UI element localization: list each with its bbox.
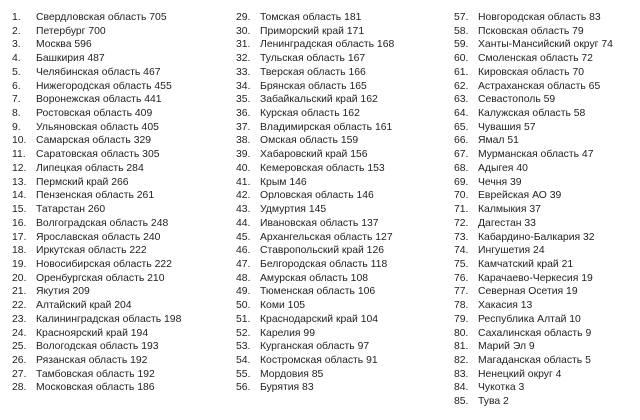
item-text: Хакасия 13	[478, 300, 533, 312]
item-number: 4.	[12, 53, 21, 65]
list-item	[236, 327, 444, 341]
list-item	[454, 299, 638, 313]
item-text: Кабардино-Балкария 32	[478, 231, 595, 243]
item-text: Липецкая область 284	[36, 162, 144, 174]
list-item	[236, 368, 444, 382]
item-text: Воронежская область 441	[36, 94, 162, 106]
item-text: Тамбовская область 192	[36, 368, 155, 380]
item-text: Брянская область 165	[260, 80, 367, 92]
item-text: Калужская область 58	[478, 108, 586, 120]
item-text: Крым 146	[260, 176, 307, 188]
item-number: 54.	[236, 354, 251, 366]
item-text: Хабаровский край 156	[260, 149, 368, 161]
list-item	[236, 25, 444, 39]
list-item	[454, 189, 638, 203]
item-text: Владимирская область 161	[260, 121, 393, 133]
item-text: Марий Эл 9	[478, 341, 535, 353]
item-number: 24.	[12, 327, 27, 339]
list-item	[454, 272, 638, 286]
item-text: Новосибирская область 222	[36, 258, 172, 270]
item-number: 21.	[12, 286, 27, 298]
item-text: Тюменская область 106	[260, 286, 376, 298]
list-item	[236, 313, 444, 327]
list-item	[12, 244, 224, 258]
list-item	[12, 231, 224, 245]
item-number: 53.	[236, 341, 251, 353]
item-number: 38.	[236, 135, 251, 147]
item-text: Тува 2	[478, 396, 509, 408]
item-text: Мурманская область 47	[478, 149, 594, 161]
item-text: Ингушетия 24	[478, 245, 545, 257]
item-text: Псковская область 79	[478, 25, 584, 37]
item-text: Омская область 159	[260, 135, 359, 147]
item-text: Москва 596	[36, 39, 92, 51]
item-number: 60.	[454, 53, 469, 65]
list-item	[12, 66, 224, 80]
item-text: Ростовская область 409	[36, 108, 153, 120]
list-item	[236, 340, 444, 354]
item-number: 9.	[12, 121, 21, 133]
item-text: Астраханская область 65	[478, 80, 601, 92]
list-item	[236, 176, 444, 190]
item-number: 43.	[236, 204, 251, 216]
item-number: 58.	[454, 25, 469, 37]
item-number: 83.	[454, 368, 469, 380]
item-text: Еврейская АО 39	[478, 190, 562, 202]
list-column-2	[236, 11, 444, 395]
item-text: Чечня 39	[478, 176, 522, 188]
item-number: 85.	[454, 396, 469, 408]
item-number: 62.	[454, 80, 469, 92]
list-item	[12, 189, 224, 203]
list-item	[12, 93, 224, 107]
list-item	[236, 148, 444, 162]
item-text: Саратовская область 305	[36, 149, 160, 161]
list-item	[454, 25, 638, 39]
list-item	[12, 354, 224, 368]
item-number: 61.	[454, 66, 469, 78]
list-item	[236, 299, 444, 313]
item-number: 76.	[454, 272, 469, 284]
item-number: 45.	[236, 231, 251, 243]
list-item	[12, 285, 224, 299]
item-number: 5.	[12, 66, 21, 78]
list-item	[236, 381, 444, 395]
list-item	[12, 107, 224, 121]
item-text: Рязанская область 192	[36, 354, 148, 366]
item-text: Новгородская область 83	[478, 12, 601, 23]
item-text: Камчатский край 21	[478, 258, 574, 270]
item-text: Татарстан 260	[36, 204, 106, 216]
item-text: Красноярский край 194	[36, 327, 149, 339]
item-number: 39.	[236, 149, 251, 161]
item-number: 22.	[12, 300, 27, 312]
item-number: 18.	[12, 245, 27, 257]
list-item	[236, 93, 444, 107]
list-item	[236, 231, 444, 245]
item-number: 15.	[12, 204, 27, 216]
list-item	[454, 107, 638, 121]
item-text: Бурятия 83	[260, 382, 314, 394]
item-number: 40.	[236, 162, 251, 174]
item-text: Петербург 700	[36, 25, 106, 37]
list-item	[454, 80, 638, 94]
item-text: Волгоградская область 248	[36, 217, 169, 229]
item-text: Ямал 51	[478, 135, 519, 147]
item-text: Калининградская область 198	[36, 313, 182, 325]
item-text: Ханты-Мансийский округ 74	[478, 39, 613, 51]
item-number: 46.	[236, 245, 251, 257]
item-text: Курская область 162	[260, 108, 360, 120]
item-text: Башкирия 487	[36, 53, 105, 65]
item-text: Тульская область 167	[260, 53, 366, 65]
list-item	[12, 381, 224, 395]
list-item	[454, 121, 638, 135]
item-number: 12.	[12, 162, 27, 174]
item-text: Московская область 186	[36, 382, 155, 394]
item-number: 74.	[454, 245, 469, 257]
item-text: Ленинградская область 168	[260, 39, 395, 51]
item-number: 36.	[236, 108, 251, 120]
list-item	[236, 11, 444, 25]
item-number: 57.	[454, 12, 469, 23]
list-item	[236, 217, 444, 231]
list-item	[12, 38, 224, 52]
item-number: 70.	[454, 190, 469, 202]
item-number: 30.	[236, 25, 251, 37]
item-number: 56.	[236, 382, 251, 394]
item-number: 73.	[454, 231, 469, 243]
item-text: Чукотка 3	[478, 382, 525, 394]
item-text: Пензенская область 261	[36, 190, 155, 202]
item-text: Кемеровская область 153	[260, 162, 385, 174]
item-text: Ивановская область 137	[260, 217, 379, 229]
item-text: Забайкальский край 162	[260, 94, 378, 106]
item-number: 19.	[12, 258, 27, 270]
item-number: 59.	[454, 39, 469, 51]
list-item	[12, 11, 224, 25]
list-item	[236, 107, 444, 121]
item-number: 25.	[12, 341, 27, 353]
item-text: Ненецкий округ 4	[478, 368, 562, 380]
item-text: Чувашия 57	[478, 121, 536, 133]
item-number: 34.	[236, 80, 251, 92]
item-number: 64.	[454, 108, 469, 120]
item-text: Дагестан 33	[478, 217, 536, 229]
item-number: 13.	[12, 176, 27, 188]
list-item	[236, 38, 444, 52]
item-number: 1.	[12, 12, 21, 23]
list-item	[236, 121, 444, 135]
list-item	[12, 272, 224, 286]
item-text: Архангельская область 127	[260, 231, 393, 243]
item-text: Приморский край 171	[260, 25, 365, 37]
list-item	[12, 217, 224, 231]
list-item	[12, 368, 224, 382]
item-text: Краснодарский край 104	[260, 313, 379, 325]
list-item	[236, 162, 444, 176]
list-item	[454, 313, 638, 327]
item-text: Костромская область 91	[260, 354, 378, 366]
item-number: 23.	[12, 313, 27, 325]
item-number: 52.	[236, 327, 251, 339]
list-item	[12, 203, 224, 217]
item-number: 55.	[236, 368, 251, 380]
list-item	[12, 313, 224, 327]
item-text: Амурская область 108	[260, 272, 369, 284]
item-number: 3.	[12, 39, 21, 51]
item-text: Челябинская область 467	[36, 66, 161, 78]
item-number: 31.	[236, 39, 251, 51]
list-item	[236, 189, 444, 203]
item-number: 84.	[454, 382, 469, 394]
item-text: Тверская область 166	[260, 66, 366, 78]
item-number: 72.	[454, 217, 469, 229]
list-item	[454, 217, 638, 231]
list-item	[454, 354, 638, 368]
item-number: 49.	[236, 286, 251, 298]
item-number: 69.	[454, 176, 469, 188]
list-item	[454, 395, 638, 409]
item-number: 35.	[236, 94, 251, 106]
item-number: 16.	[12, 217, 27, 229]
item-number: 68.	[454, 162, 469, 174]
list-item	[454, 93, 638, 107]
item-text: Иркутская область 222	[36, 245, 147, 257]
item-text: Магаданская область 5	[478, 354, 591, 366]
item-number: 14.	[12, 190, 27, 202]
item-text: Свердловская область 705	[36, 12, 167, 23]
item-text: Мордовия 85	[260, 368, 324, 380]
item-number: 33.	[236, 66, 251, 78]
item-number: 50.	[236, 300, 251, 312]
list-item	[454, 285, 638, 299]
item-number: 51.	[236, 313, 251, 325]
item-text: Кировская область 70	[478, 66, 584, 78]
item-text: Белгородская область 118	[260, 258, 388, 270]
item-text: Севастополь 59	[478, 94, 556, 106]
list-item	[12, 52, 224, 66]
item-number: 2.	[12, 25, 21, 37]
item-text: Самарская область 329	[36, 135, 152, 147]
item-number: 79.	[454, 313, 469, 325]
item-text: Удмуртия 145	[260, 204, 327, 216]
item-text: Калмыкия 37	[478, 204, 541, 216]
list-item	[236, 80, 444, 94]
item-number: 66.	[454, 135, 469, 147]
item-number: 42.	[236, 190, 251, 202]
item-text: Томская область 181	[260, 12, 362, 23]
list-item	[12, 121, 224, 135]
item-number: 47.	[236, 258, 251, 270]
item-number: 63.	[454, 94, 469, 106]
list-column-3	[454, 11, 638, 409]
item-text: Сахалинская область 9	[478, 327, 592, 339]
list-item	[454, 258, 638, 272]
list-item	[454, 176, 638, 190]
list-item	[454, 381, 638, 395]
list-item	[236, 134, 444, 148]
item-text: Ставропольский край 126	[260, 245, 385, 257]
item-number: 41.	[236, 176, 251, 188]
list-item	[236, 272, 444, 286]
item-text: Смоленская область 72	[478, 53, 593, 65]
item-number: 37.	[236, 121, 251, 133]
list-item	[454, 231, 638, 245]
list-item	[12, 80, 224, 94]
item-number: 17.	[12, 231, 27, 243]
list-item	[454, 368, 638, 382]
item-text: Коми 105	[260, 300, 306, 312]
list-item	[236, 203, 444, 217]
item-number: 29.	[236, 12, 251, 23]
list-item	[454, 134, 638, 148]
list-item	[454, 244, 638, 258]
item-number: 48.	[236, 272, 251, 284]
item-text: Орловская область 146	[260, 190, 374, 202]
list-item	[454, 203, 638, 217]
list-item	[236, 285, 444, 299]
list-item	[454, 52, 638, 66]
item-text: Якутия 209	[36, 286, 90, 298]
item-number: 11.	[12, 149, 26, 161]
item-number: 8.	[12, 108, 21, 120]
list-item	[236, 66, 444, 80]
item-number: 75.	[454, 258, 469, 270]
item-text: Ярославская область 240	[36, 231, 161, 243]
list-item	[12, 340, 224, 354]
item-number: 81.	[454, 341, 469, 353]
item-number: 27.	[12, 368, 27, 380]
list-item	[12, 327, 224, 341]
list-item	[236, 244, 444, 258]
list-item	[12, 25, 224, 39]
list-item	[236, 258, 444, 272]
list-item	[236, 52, 444, 66]
item-number: 32.	[236, 53, 251, 65]
item-number: 78.	[454, 300, 469, 312]
item-number: 28.	[12, 382, 27, 394]
item-text: Нижегородская область 455	[36, 80, 172, 92]
item-text: Алтайский край 204	[36, 300, 132, 312]
item-number: 71.	[454, 204, 469, 216]
item-text: Ульяновская область 405	[36, 121, 159, 133]
list-item	[454, 327, 638, 341]
list-item	[454, 162, 638, 176]
item-number: 65.	[454, 121, 469, 133]
list-item	[12, 148, 224, 162]
item-text: Пермский край 266	[36, 176, 129, 188]
item-number: 20.	[12, 272, 27, 284]
item-number: 7.	[12, 94, 21, 106]
list-item	[12, 258, 224, 272]
list-item	[12, 176, 224, 190]
list-item	[12, 134, 224, 148]
list-item	[454, 38, 638, 52]
item-text: Вологодская область 193	[36, 341, 159, 353]
list-item	[454, 340, 638, 354]
list-item	[454, 11, 638, 25]
item-number: 10.	[12, 135, 27, 147]
list-item	[12, 299, 224, 313]
item-number: 67.	[454, 149, 469, 161]
item-number: 26.	[12, 354, 27, 366]
item-text: Курганская область 97	[260, 341, 370, 353]
list-item	[236, 354, 444, 368]
list-item	[454, 148, 638, 162]
item-text: Адыгея 40	[478, 162, 528, 174]
item-number: 6.	[12, 80, 21, 92]
item-text: Северная Осетия 19	[478, 286, 578, 298]
item-number: 82.	[454, 354, 469, 366]
item-text: Оренбургская область 210	[36, 272, 165, 284]
item-text: Республика Алтай 10	[478, 313, 581, 325]
list-item	[12, 162, 224, 176]
list-column-1	[12, 11, 224, 395]
item-number: 80.	[454, 327, 469, 339]
item-text: Карачаево-Черкесия 19	[478, 272, 593, 284]
item-number: 44.	[236, 217, 251, 229]
list-item	[454, 66, 638, 80]
item-text: Карелия 99	[260, 327, 315, 339]
item-number: 77.	[454, 286, 469, 298]
